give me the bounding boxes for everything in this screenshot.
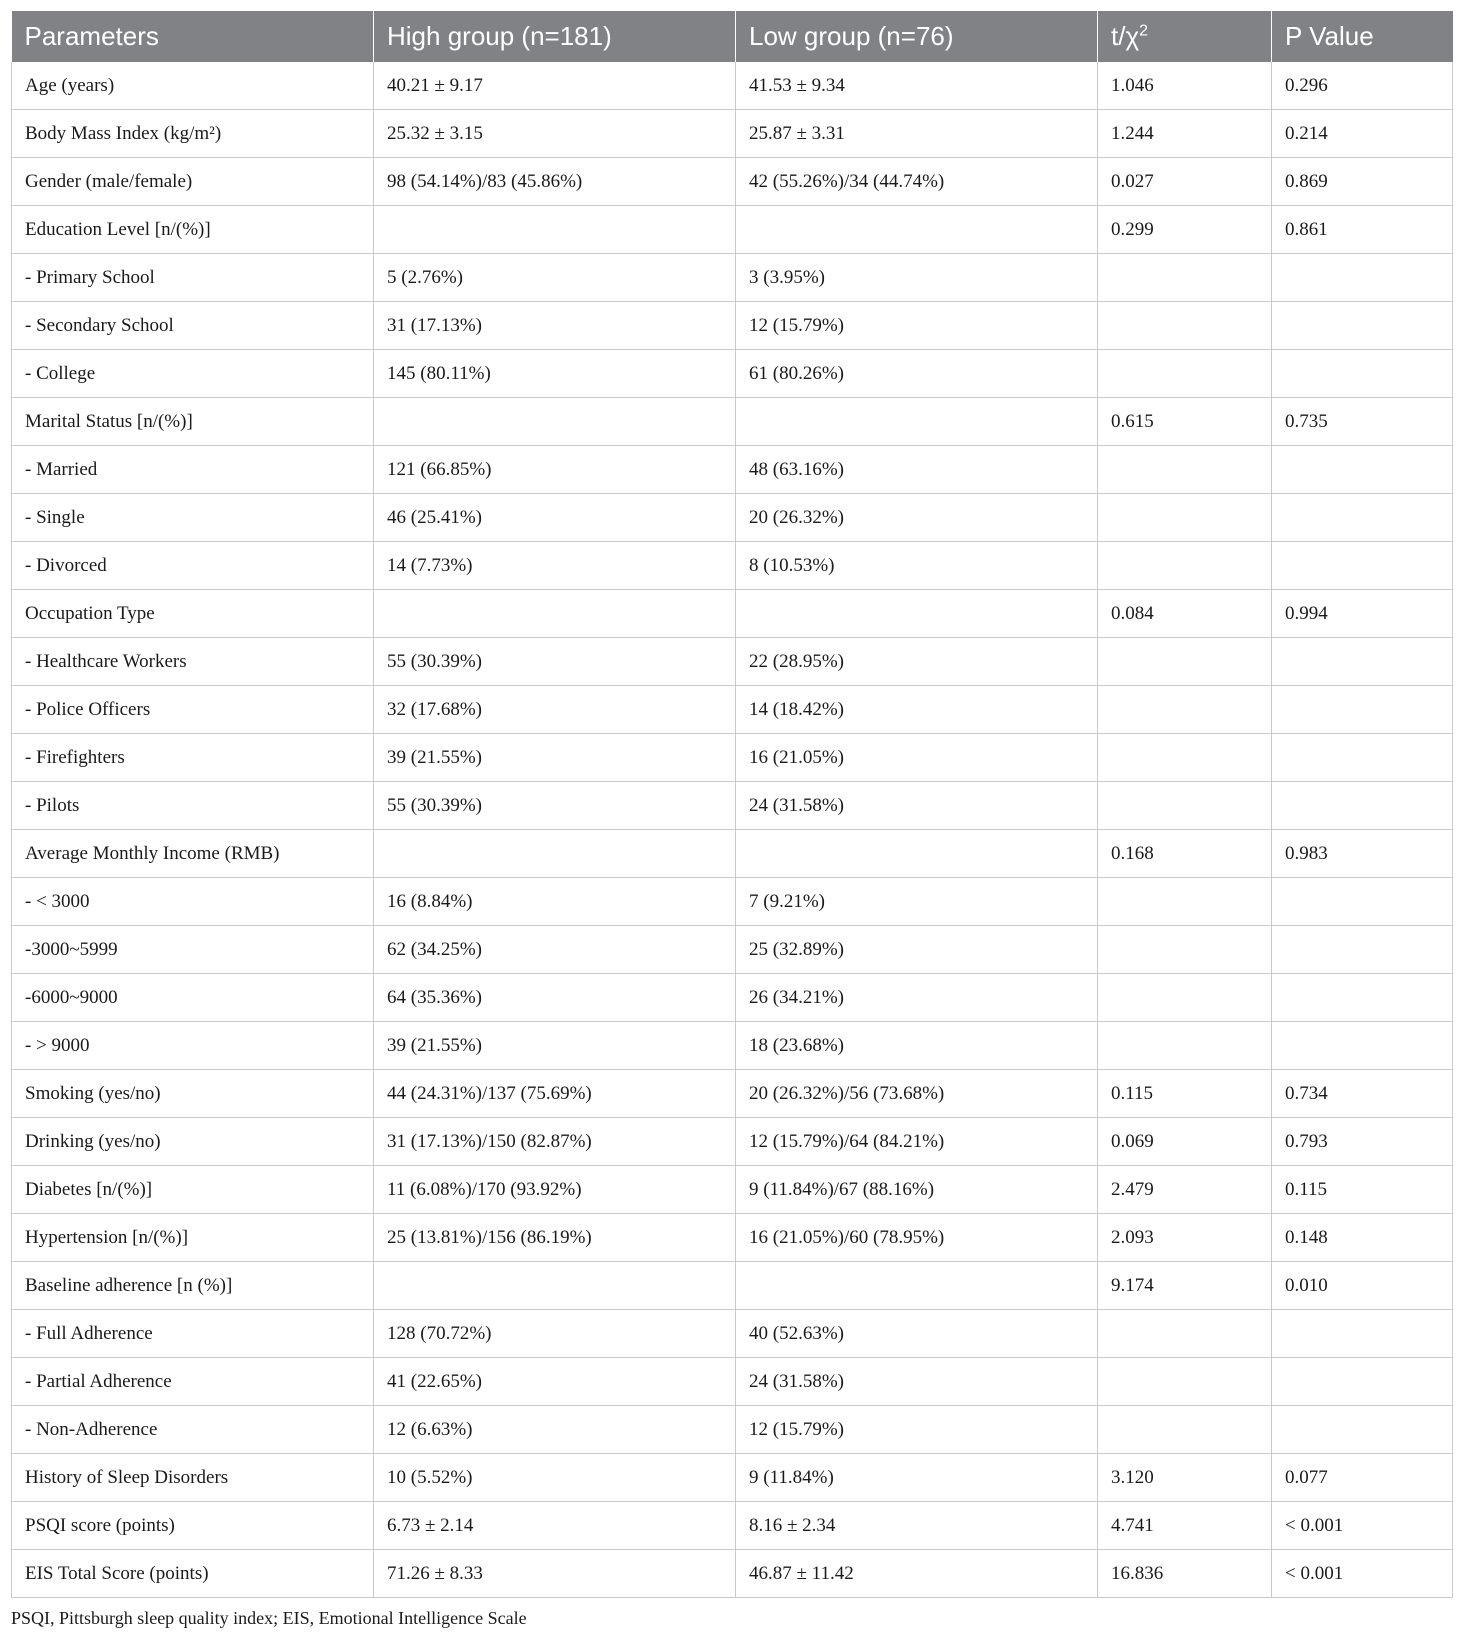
- cell-high-group: [374, 590, 736, 638]
- cell-parameter: - Secondary School: [12, 302, 374, 350]
- cell-parameter: Education Level [n/(%)]: [12, 206, 374, 254]
- cell-p-value: 0.115: [1272, 1166, 1453, 1214]
- cell-parameter: Hypertension [n/(%)]: [12, 1214, 374, 1262]
- cell-high-group: 121 (66.85%): [374, 446, 736, 494]
- cell-test-statistic: [1098, 926, 1272, 974]
- cell-test-statistic: [1098, 542, 1272, 590]
- cell-p-value: 0.735: [1272, 398, 1453, 446]
- cell-parameter: Smoking (yes/no): [12, 1070, 374, 1118]
- table-row: [12, 494, 1453, 542]
- cell-parameter: - Married: [12, 446, 374, 494]
- cell-test-statistic: 1.046: [1098, 62, 1272, 110]
- table-row: [12, 686, 1453, 734]
- cell-high-group: 25 (13.81%)/156 (86.19%): [374, 1214, 736, 1262]
- cell-test-statistic: [1098, 782, 1272, 830]
- cell-test-statistic: 2.093: [1098, 1214, 1272, 1262]
- cell-low-group: 46.87 ± 11.42: [736, 1550, 1098, 1598]
- cell-test-statistic: [1098, 254, 1272, 302]
- header-p-value: P Value: [1272, 11, 1453, 62]
- cell-parameter: - Single: [12, 494, 374, 542]
- table-row: [12, 926, 1453, 974]
- cell-test-statistic: [1098, 350, 1272, 398]
- cell-low-group: 16 (21.05%): [736, 734, 1098, 782]
- cell-p-value: [1272, 782, 1453, 830]
- table-row: [12, 1406, 1453, 1454]
- cell-high-group: 32 (17.68%): [374, 686, 736, 734]
- cell-parameter: - Full Adherence: [12, 1310, 374, 1358]
- cell-high-group: 11 (6.08%)/170 (93.92%): [374, 1166, 736, 1214]
- cell-parameter: -3000~5999: [12, 926, 374, 974]
- cell-high-group: 31 (17.13%): [374, 302, 736, 350]
- cell-p-value: 0.793: [1272, 1118, 1453, 1166]
- table-row: [12, 542, 1453, 590]
- cell-low-group: 14 (18.42%): [736, 686, 1098, 734]
- table-row: [12, 782, 1453, 830]
- cell-parameter: - < 3000: [12, 878, 374, 926]
- cell-parameter: - Healthcare Workers: [12, 638, 374, 686]
- cell-high-group: [374, 398, 736, 446]
- table-footnote: PSQI, Pittsburgh sleep quality index; EIS, Emotional Intelligence Scale: [11, 1608, 527, 1628]
- cell-parameter: Average Monthly Income (RMB): [12, 830, 374, 878]
- table-row: [12, 1358, 1453, 1406]
- table-header: [12, 11, 1453, 62]
- cell-high-group: [374, 830, 736, 878]
- table-row: [12, 1022, 1453, 1070]
- cell-parameter: - Divorced: [12, 542, 374, 590]
- cell-high-group: 55 (30.39%): [374, 638, 736, 686]
- cell-test-statistic: 4.741: [1098, 1502, 1272, 1550]
- table-row: [12, 1070, 1453, 1118]
- table-row: [12, 302, 1453, 350]
- cell-parameter: - Pilots: [12, 782, 374, 830]
- cell-test-statistic: 9.174: [1098, 1262, 1272, 1310]
- cell-low-group: 9 (11.84%): [736, 1454, 1098, 1502]
- cell-high-group: 14 (7.73%): [374, 542, 736, 590]
- cell-high-group: 41 (22.65%): [374, 1358, 736, 1406]
- table-row: [12, 110, 1453, 158]
- cell-high-group: [374, 206, 736, 254]
- cell-test-statistic: 0.168: [1098, 830, 1272, 878]
- cell-parameter: History of Sleep Disorders: [12, 1454, 374, 1502]
- cell-low-group: 12 (15.79%): [736, 1406, 1098, 1454]
- cell-high-group: 55 (30.39%): [374, 782, 736, 830]
- cell-high-group: 64 (35.36%): [374, 974, 736, 1022]
- cell-test-statistic: 0.084: [1098, 590, 1272, 638]
- cell-p-value: [1272, 494, 1453, 542]
- table-row: [12, 1166, 1453, 1214]
- table-row: [12, 1118, 1453, 1166]
- cell-parameter: Marital Status [n/(%)]: [12, 398, 374, 446]
- cell-parameter: - Primary School: [12, 254, 374, 302]
- cell-low-group: 9 (11.84%)/67 (88.16%): [736, 1166, 1098, 1214]
- table-row: [12, 398, 1453, 446]
- cell-parameter: Age (years): [12, 62, 374, 110]
- cell-p-value: [1272, 686, 1453, 734]
- cell-high-group: 39 (21.55%): [374, 734, 736, 782]
- cell-low-group: 18 (23.68%): [736, 1022, 1098, 1070]
- cell-test-statistic: 16.836: [1098, 1550, 1272, 1598]
- cell-low-group: 24 (31.58%): [736, 782, 1098, 830]
- cell-p-value: 0.010: [1272, 1262, 1453, 1310]
- cell-test-statistic: [1098, 1358, 1272, 1406]
- header-parameters: Parameters: [12, 11, 374, 62]
- cell-parameter: Baseline adherence [n (%)]: [12, 1262, 374, 1310]
- cell-p-value: < 0.001: [1272, 1502, 1453, 1550]
- cell-p-value: [1272, 1310, 1453, 1358]
- cell-test-statistic: 0.299: [1098, 206, 1272, 254]
- cell-low-group: [736, 590, 1098, 638]
- cell-high-group: 40.21 ± 9.17: [374, 62, 736, 110]
- cell-low-group: 26 (34.21%): [736, 974, 1098, 1022]
- table-row: [12, 254, 1453, 302]
- cell-high-group: 46 (25.41%): [374, 494, 736, 542]
- table-row: [12, 974, 1453, 1022]
- table-row: [12, 830, 1453, 878]
- cell-high-group: 31 (17.13%)/150 (82.87%): [374, 1118, 736, 1166]
- cell-low-group: 48 (63.16%): [736, 446, 1098, 494]
- cell-high-group: 62 (34.25%): [374, 926, 736, 974]
- cell-p-value: [1272, 638, 1453, 686]
- cell-high-group: 25.32 ± 3.15: [374, 110, 736, 158]
- table-row: [12, 878, 1453, 926]
- cell-low-group: [736, 398, 1098, 446]
- cell-p-value: 0.983: [1272, 830, 1453, 878]
- cell-p-value: 0.148: [1272, 1214, 1453, 1262]
- cell-high-group: 71.26 ± 8.33: [374, 1550, 736, 1598]
- cell-low-group: 40 (52.63%): [736, 1310, 1098, 1358]
- cell-low-group: 8.16 ± 2.34: [736, 1502, 1098, 1550]
- table-row: [12, 590, 1453, 638]
- table-body: [12, 62, 1453, 1598]
- data-table-container: [11, 11, 1452, 1598]
- cell-p-value: [1272, 734, 1453, 782]
- cell-high-group: 10 (5.52%): [374, 1454, 736, 1502]
- cell-low-group: 3 (3.95%): [736, 254, 1098, 302]
- header-row: [12, 11, 1453, 62]
- cell-low-group: [736, 1262, 1098, 1310]
- cell-test-statistic: 3.120: [1098, 1454, 1272, 1502]
- cell-low-group: 61 (80.26%): [736, 350, 1098, 398]
- cell-test-statistic: [1098, 974, 1272, 1022]
- cell-p-value: 0.077: [1272, 1454, 1453, 1502]
- cell-parameter: Drinking (yes/no): [12, 1118, 374, 1166]
- cell-low-group: 7 (9.21%): [736, 878, 1098, 926]
- cell-p-value: [1272, 446, 1453, 494]
- cell-low-group: 41.53 ± 9.34: [736, 62, 1098, 110]
- cell-high-group: 12 (6.63%): [374, 1406, 736, 1454]
- cell-low-group: [736, 830, 1098, 878]
- cell-p-value: [1272, 1022, 1453, 1070]
- header-high-group: High group (n=181): [374, 11, 736, 62]
- cell-parameter: Body Mass Index (kg/m²): [12, 110, 374, 158]
- cell-high-group: [374, 1262, 736, 1310]
- cell-p-value: 0.214: [1272, 110, 1453, 158]
- cell-parameter: - Police Officers: [12, 686, 374, 734]
- cell-test-statistic: [1098, 1310, 1272, 1358]
- table-row: [12, 446, 1453, 494]
- cell-low-group: [736, 206, 1098, 254]
- cell-p-value: [1272, 878, 1453, 926]
- cell-p-value: 0.869: [1272, 158, 1453, 206]
- cell-high-group: 44 (24.31%)/137 (75.69%): [374, 1070, 736, 1118]
- cell-p-value: < 0.001: [1272, 1550, 1453, 1598]
- cell-p-value: [1272, 542, 1453, 590]
- cell-high-group: 39 (21.55%): [374, 1022, 736, 1070]
- cell-parameter: - Firefighters: [12, 734, 374, 782]
- table-row: [12, 734, 1453, 782]
- header-low-group: Low group (n=76): [736, 11, 1098, 62]
- cell-low-group: 16 (21.05%)/60 (78.95%): [736, 1214, 1098, 1262]
- cell-low-group: 12 (15.79%)/64 (84.21%): [736, 1118, 1098, 1166]
- table-row: [12, 158, 1453, 206]
- cell-low-group: 42 (55.26%)/34 (44.74%): [736, 158, 1098, 206]
- cell-test-statistic: [1098, 734, 1272, 782]
- cell-p-value: [1272, 350, 1453, 398]
- table-row: [12, 1214, 1453, 1262]
- cell-test-statistic: 1.244: [1098, 110, 1272, 158]
- table-row: [12, 638, 1453, 686]
- cell-high-group: 6.73 ± 2.14: [374, 1502, 736, 1550]
- cell-parameter: -6000~9000: [12, 974, 374, 1022]
- cell-high-group: 98 (54.14%)/83 (45.86%): [374, 158, 736, 206]
- cell-test-statistic: [1098, 302, 1272, 350]
- cell-test-statistic: [1098, 878, 1272, 926]
- cell-high-group: 128 (70.72%): [374, 1310, 736, 1358]
- cell-p-value: [1272, 254, 1453, 302]
- cell-low-group: 25.87 ± 3.31: [736, 110, 1098, 158]
- cell-low-group: 22 (28.95%): [736, 638, 1098, 686]
- table-row: [12, 1502, 1453, 1550]
- cell-low-group: 25 (32.89%): [736, 926, 1098, 974]
- cell-low-group: 12 (15.79%): [736, 302, 1098, 350]
- cell-p-value: 0.994: [1272, 590, 1453, 638]
- cell-test-statistic: [1098, 446, 1272, 494]
- cell-parameter: - > 9000: [12, 1022, 374, 1070]
- cell-high-group: 5 (2.76%): [374, 254, 736, 302]
- cell-low-group: 20 (26.32%)/56 (73.68%): [736, 1070, 1098, 1118]
- cell-p-value: 0.734: [1272, 1070, 1453, 1118]
- cell-p-value: [1272, 302, 1453, 350]
- cell-parameter: - College: [12, 350, 374, 398]
- table-row: [12, 1310, 1453, 1358]
- header-test-statistic-label: t/χ: [1111, 21, 1140, 51]
- cell-parameter: Gender (male/female): [12, 158, 374, 206]
- cell-parameter: EIS Total Score (points): [12, 1550, 374, 1598]
- table-row: [12, 62, 1453, 110]
- cell-p-value: [1272, 926, 1453, 974]
- cell-test-statistic: 0.615: [1098, 398, 1272, 446]
- cell-test-statistic: [1098, 638, 1272, 686]
- cell-test-statistic: 0.069: [1098, 1118, 1272, 1166]
- cell-low-group: 20 (26.32%): [736, 494, 1098, 542]
- cell-p-value: [1272, 1358, 1453, 1406]
- cell-test-statistic: [1098, 1022, 1272, 1070]
- table-row: [12, 1550, 1453, 1598]
- table-row: [12, 350, 1453, 398]
- table-row: [12, 206, 1453, 254]
- table-row: [12, 1262, 1453, 1310]
- table-row: [12, 1454, 1453, 1502]
- cell-p-value: 0.861: [1272, 206, 1453, 254]
- cell-parameter: Occupation Type: [12, 590, 374, 638]
- cell-test-statistic: [1098, 1406, 1272, 1454]
- data-table: [11, 11, 1453, 1598]
- cell-test-statistic: 0.115: [1098, 1070, 1272, 1118]
- cell-test-statistic: [1098, 686, 1272, 734]
- cell-parameter: - Partial Adherence: [12, 1358, 374, 1406]
- cell-high-group: 145 (80.11%): [374, 350, 736, 398]
- cell-p-value: 0.296: [1272, 62, 1453, 110]
- header-test-statistic: [1098, 11, 1272, 62]
- cell-high-group: 16 (8.84%): [374, 878, 736, 926]
- cell-low-group: 24 (31.58%): [736, 1358, 1098, 1406]
- cell-parameter: - Non-Adherence: [12, 1406, 374, 1454]
- header-superscript: 2: [1139, 22, 1149, 40]
- cell-parameter: PSQI score (points): [12, 1502, 374, 1550]
- cell-p-value: [1272, 974, 1453, 1022]
- cell-p-value: [1272, 1406, 1453, 1454]
- cell-test-statistic: 0.027: [1098, 158, 1272, 206]
- cell-low-group: 8 (10.53%): [736, 542, 1098, 590]
- cell-test-statistic: [1098, 494, 1272, 542]
- cell-test-statistic: 2.479: [1098, 1166, 1272, 1214]
- cell-parameter: Diabetes [n/(%)]: [12, 1166, 374, 1214]
